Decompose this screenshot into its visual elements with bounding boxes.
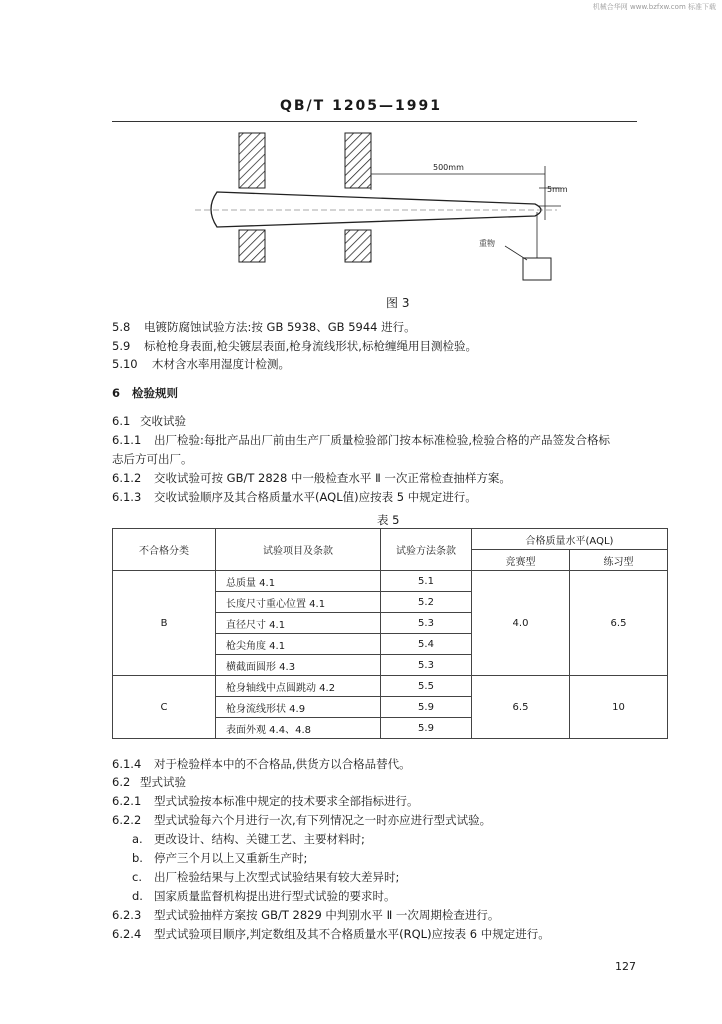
para-6-1-2-num: 6.1.2: [112, 471, 142, 485]
table-row: [113, 571, 668, 592]
header-training: 练习型: [569, 550, 667, 571]
para-6-1-4: [112, 756, 411, 772]
list-item-d-num: d.: [132, 889, 143, 903]
item-cell: 枪身轴线中点圆跳动 4.2: [216, 676, 381, 697]
aql-c-training: 10: [569, 676, 667, 739]
section-6-title: 检验规则: [132, 386, 178, 400]
section-6-1-heading: [112, 413, 186, 429]
method-cell: 5.9: [381, 718, 472, 739]
para-6-1-2: [112, 470, 511, 486]
para-6-1-4-num: 6.1.4: [112, 757, 142, 771]
method-cell: 5.4: [381, 634, 472, 655]
para-6-1-4-text: 对于检验样本中的不合格品,供货方以合格品替代。: [154, 757, 411, 771]
header-method: 试验方法条款: [381, 529, 472, 571]
para-5-9: [112, 338, 477, 354]
method-cell: 5.5: [381, 676, 472, 697]
section-6-2-num: 6.2: [112, 775, 131, 789]
list-item-d: [132, 888, 396, 904]
section-6-1-num: 6.1: [112, 414, 131, 428]
aql-b-competition: 4.0: [472, 571, 570, 676]
header-rule: [112, 121, 637, 122]
weight-box: [523, 258, 551, 280]
para-6-2-4: [112, 926, 550, 942]
figure-caption: 图 3: [386, 296, 410, 310]
para-6-1-1: [112, 432, 610, 448]
para-6-1-3-text: 交收试验顺序及其合格质量水平(AQL值)应按表 5 中规定进行。: [154, 490, 477, 504]
para-6-1-1-num: 6.1.1: [112, 433, 142, 447]
table-5-title: 表 5: [377, 513, 400, 527]
upper-left-support: [239, 133, 265, 188]
category-c: C: [113, 676, 216, 739]
list-item-c-num: c.: [132, 870, 142, 884]
para-6-1-3-num: 6.1.3: [112, 490, 142, 504]
item-cell: 长度尺寸重心位置 4.1: [216, 592, 381, 613]
item-cell: 枪身流线形状 4.9: [216, 697, 381, 718]
figure-3-diagram: [195, 130, 585, 290]
table-5: [112, 528, 668, 739]
list-item-a: [132, 831, 365, 847]
para-6-2-3: [112, 907, 499, 923]
para-5-8: [112, 319, 416, 335]
list-item-a-text: 更改设计、结构、关键工艺、主要材料时;: [154, 832, 365, 846]
para-6-1-1-text: 出厂检验:每批产品出厂前由生产厂质量检验部门按本标准检验,检验合格的产品签发合格标: [154, 433, 611, 447]
list-item-b-num: b.: [132, 851, 143, 865]
item-cell: 总质量 4.1: [216, 571, 381, 592]
para-5-8-num: 5.8: [112, 320, 131, 334]
lower-left-support: [239, 230, 265, 262]
page-number: 127: [615, 960, 636, 973]
method-cell: 5.9: [381, 697, 472, 718]
header-aql: 合格质量水平(AQL): [472, 529, 668, 550]
item-cell: 表面外观 4.4、4.8: [216, 718, 381, 739]
para-5-9-num: 5.9: [112, 339, 131, 353]
para-6-2-4-num: 6.2.4: [112, 927, 142, 941]
header-competition: 竞赛型: [472, 550, 570, 571]
method-cell: 5.2: [381, 592, 472, 613]
dimension-500-label: 500mm: [433, 163, 464, 172]
para-6-2-2: [112, 812, 491, 828]
aql-c-competition: 6.5: [472, 676, 570, 739]
javelin-shaft: [211, 192, 541, 227]
category-b: B: [113, 571, 216, 676]
section-6-2-title: 型式试验: [140, 775, 186, 789]
para-5-8-text: 电镀防腐蚀试验方法:按 GB 5938、GB 5944 进行。: [144, 320, 416, 334]
method-cell: 5.1: [381, 571, 472, 592]
weight-label: 重物: [479, 239, 495, 248]
list-item-c: [132, 869, 399, 885]
para-6-2-1-num: 6.2.1: [112, 794, 142, 808]
header-category: 不合格分类: [113, 529, 216, 571]
para-5-9-text: 标枪枪身表面,枪尖镀层表面,枪身流线形状,标枪缠绳用目测检验。: [144, 339, 477, 353]
para-6-1-1-text-cont: 志后方可出厂。: [112, 452, 193, 466]
header-item: 试验项目及条款: [216, 529, 381, 571]
section-6-num: 6: [112, 386, 121, 400]
lower-right-support: [345, 230, 371, 262]
para-6-2-3-num: 6.2.3: [112, 908, 142, 922]
aql-b-training: 6.5: [569, 571, 667, 676]
para-6-2-1-text: 型式试验按本标准中规定的技术要求全部指标进行。: [154, 794, 419, 808]
upper-right-support: [345, 133, 371, 188]
method-cell: 5.3: [381, 613, 472, 634]
watermark-text: 机械合华网 www.bzfxw.com 标准下载: [592, 3, 716, 11]
para-6-1-1-cont: [112, 451, 193, 467]
table-row: [113, 676, 668, 697]
weight-leader: [505, 246, 527, 260]
para-6-1-2-text: 交收试验可按 GB/T 2828 中一般检查水平 Ⅱ 一次正常检查抽样方案。: [154, 471, 511, 485]
standard-number-header: QB/T 1205—1991: [279, 98, 443, 114]
method-cell: 5.3: [381, 655, 472, 676]
section-6-2-heading: [112, 774, 186, 790]
para-6-2-3-text: 型式试验抽样方案按 GB/T 2829 中判别水平 Ⅱ 一次周期检查进行。: [154, 908, 500, 922]
para-5-10-num: 5.10: [112, 357, 138, 371]
section-6-heading: [112, 385, 178, 401]
list-item-c-text: 出厂检验结果与上次型式试验结果有较大差异时;: [154, 870, 400, 884]
para-5-10: [112, 356, 290, 372]
list-item-b-text: 停产三个月以上又重新生产时;: [154, 851, 308, 865]
para-6-2-2-num: 6.2.2: [112, 813, 142, 827]
item-cell: 枪尖角度 4.1: [216, 634, 381, 655]
dimension-5-label: 5mm: [547, 185, 568, 194]
para-5-10-text: 木材含水率用湿度计检测。: [152, 357, 290, 371]
section-6-1-title: 交收试验: [140, 414, 186, 428]
list-item-a-num: a.: [132, 832, 143, 846]
item-cell: 直径尺寸 4.1: [216, 613, 381, 634]
list-item-b: [132, 850, 307, 866]
para-6-2-1: [112, 793, 419, 809]
list-item-d-text: 国家质量监督机构提出进行型式试验的要求时。: [154, 889, 396, 903]
para-6-2-4-text: 型式试验项目顺序,判定数组及其不合格质量水平(RQL)应按表 6 中规定进行。: [154, 927, 550, 941]
para-6-2-2-text: 型式试验每六个月进行一次,有下列情况之一时亦应进行型式试验。: [154, 813, 492, 827]
para-6-1-3: [112, 489, 477, 505]
item-cell: 横截面圆形 4.3: [216, 655, 381, 676]
